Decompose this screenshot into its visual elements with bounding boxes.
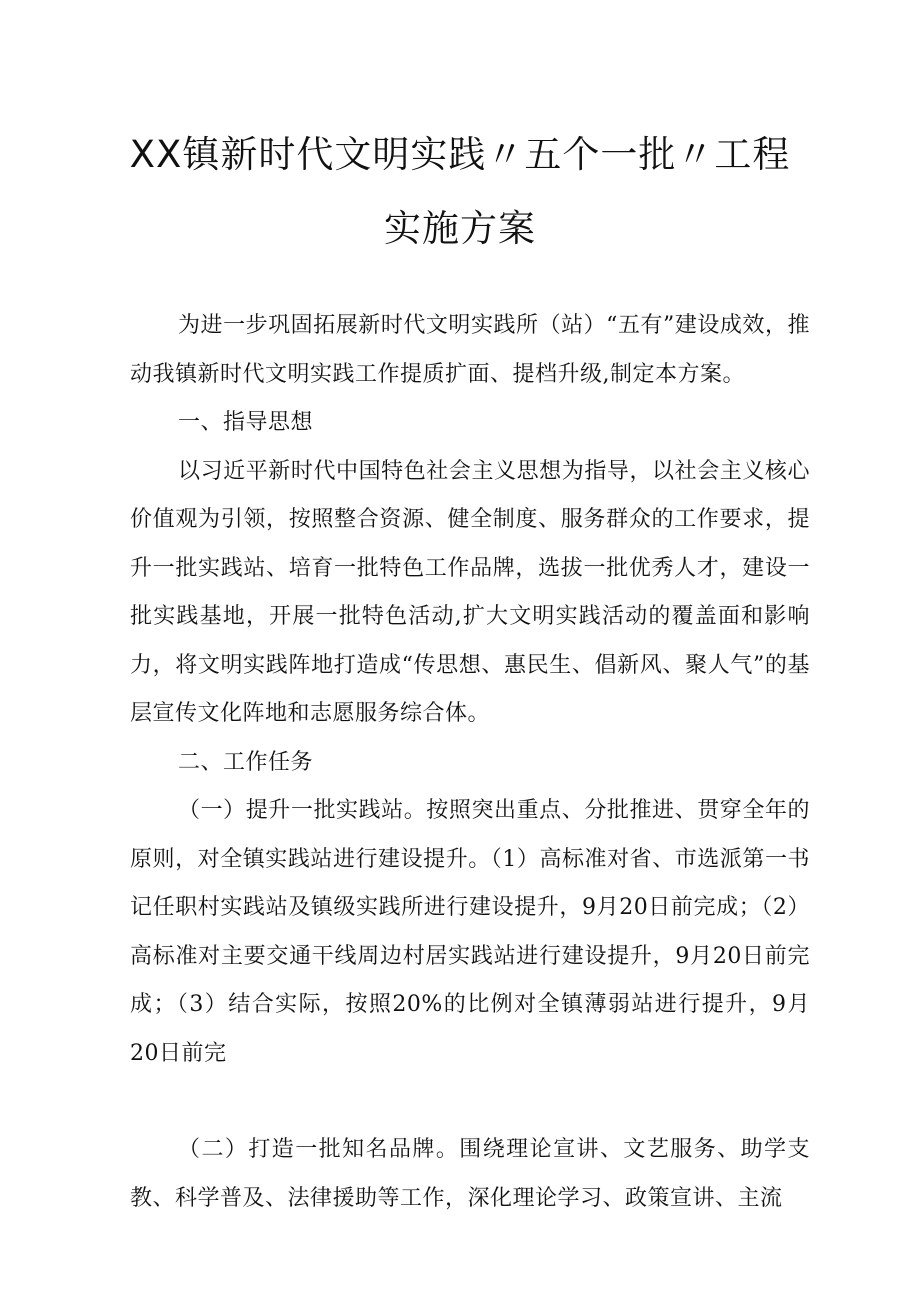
paragraph-spacer	[130, 1078, 810, 1126]
task-paragraph-2: （二）打造一批知名品牌。围绕理论宣讲、文艺服务、助学支教、科学普及、法律援助等工作，深化理论学习、政策宣讲、主流	[130, 1137, 810, 1211]
document-body	[130, 302, 810, 1223]
section-heading-work-tasks: 二、工作任务	[178, 749, 314, 775]
section-heading-guiding-ideology: 一、指导思想	[178, 410, 314, 435]
guiding-ideology-paragraph: 以习近平新时代中国特色社会主义思想为指导，以社会主义核心价值观为引领，按照整合资源、健全制度、服务群众的工作要求，提升一批实践站、培育一批特色工作品牌，选拔一批优秀人才，建设一批实践基地，开展一批特色活动,扩大文明实践活动的覆盖面和影响力，将文明实践阵地打造成“传思想、惠民生、倡新风、聚人气”的基层宣传文化阵地和志愿服务综合体。	[130, 458, 810, 726]
document-title-line1: XX镇新时代文明实践〃五个一批〃工程	[129, 133, 791, 176]
intro-paragraph: 为进一步巩固拓展新时代文明实践所（站）“五有”建设成效，推动我镇新时代文明实践工作提质扩面、提档升级,制定本方案。	[130, 313, 810, 387]
document-title-line2: 实施方案	[384, 207, 536, 250]
task-paragraph-1: （一）提升一批实践站。按照突出重点、分批推进、贯穿全年的原则，对全镇实践站进行建设提升。（1）高标准对省、市选派第一书记任职村实践站及镇级实践所进行建设提升，9月20日前完成；（2）高标准对主要交通干线周边村居实践站进行建设提升，9月20日前完成；（3）结合实际，按照20%的比例对全镇薄弱站进行提升，9月20日前完	[130, 798, 810, 1066]
